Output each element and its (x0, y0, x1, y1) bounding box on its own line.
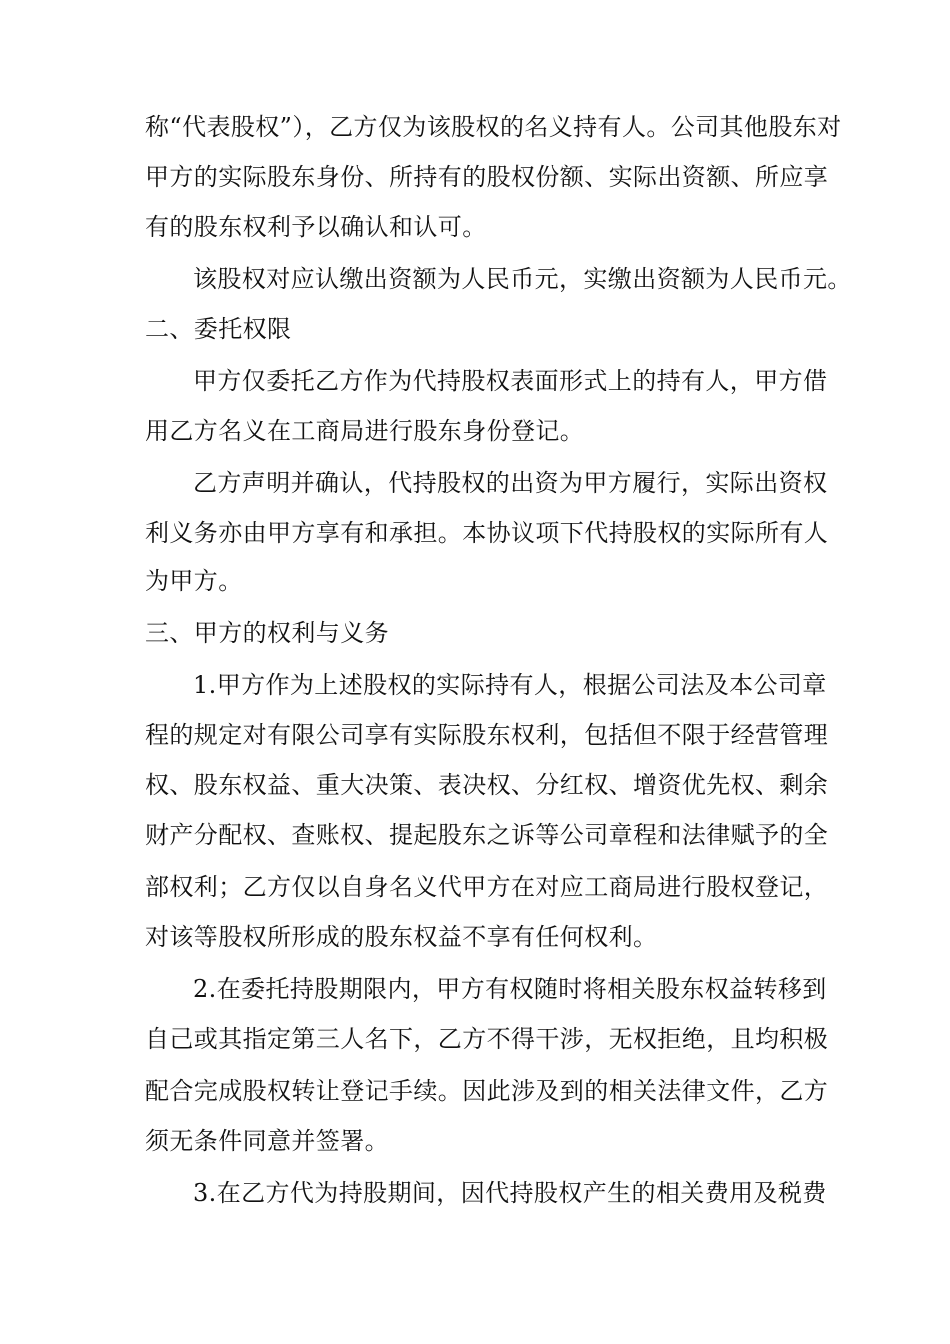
text-line: 用乙方名义在工商局进行股东身份登记。 (145, 417, 585, 445)
text-line: 权、股东权益、重大决策、表决权、分红权、增资优先权、剩余 (145, 771, 829, 799)
text-line: 须无条件同意并签署。 (145, 1127, 389, 1155)
section-heading: 二、委托权限 (145, 315, 292, 343)
text-line: 对该等股权所形成的股东权益不享有任何权利。 (145, 923, 658, 951)
text-line: 为甲方。 (145, 567, 243, 595)
text-line: 甲方的实际股东身份、所持有的股权份额、实际出资额、所应享 (145, 163, 829, 191)
text-line: 配合完成股权转让登记手续。因此涉及到的相关法律文件，乙方 (145, 1077, 829, 1105)
text-line: 乙方声明并确认，代持股权的出资为甲方履行，实际出资权 (193, 469, 828, 497)
text-line: 程的规定对有限公司享有实际股东权利，包括但不限于经营管理 (145, 721, 829, 749)
text-line: 该股权对应认缴出资额为人民币元，实缴出资额为人民币元。 (193, 265, 852, 293)
section-heading: 三、甲方的权利与义务 (145, 619, 389, 647)
text-line: 部权利；乙方仅以自身名义代甲方在对应工商局进行股权登记， (145, 873, 829, 901)
text-line: 自己或其指定第三人名下，乙方不得干涉，无权拒绝，且均积极 (145, 1025, 829, 1053)
text-line: 有的股东权利予以确认和认可。 (145, 213, 487, 241)
text-line: 称“代表股权”），乙方仅为该股权的名义持有人。公司其他股东对 (145, 113, 842, 141)
text-line: 1.甲方作为上述股权的实际持有人，根据公司法及本公司章 (193, 671, 827, 699)
text-line: 3.在乙方代为持股期间，因代持股权产生的相关费用及税费 (193, 1179, 827, 1207)
text-line: 财产分配权、查账权、提起股东之诉等公司章程和法律赋予的全 (145, 821, 829, 849)
text-line: 2.在委托持股期限内，甲方有权随时将相关股东权益转移到 (193, 975, 827, 1003)
text-line: 利义务亦由甲方享有和承担。本协议项下代持股权的实际所有人 (145, 519, 829, 547)
text-line: 甲方仅委托乙方作为代持股权表面形式上的持有人，甲方借 (193, 367, 828, 395)
